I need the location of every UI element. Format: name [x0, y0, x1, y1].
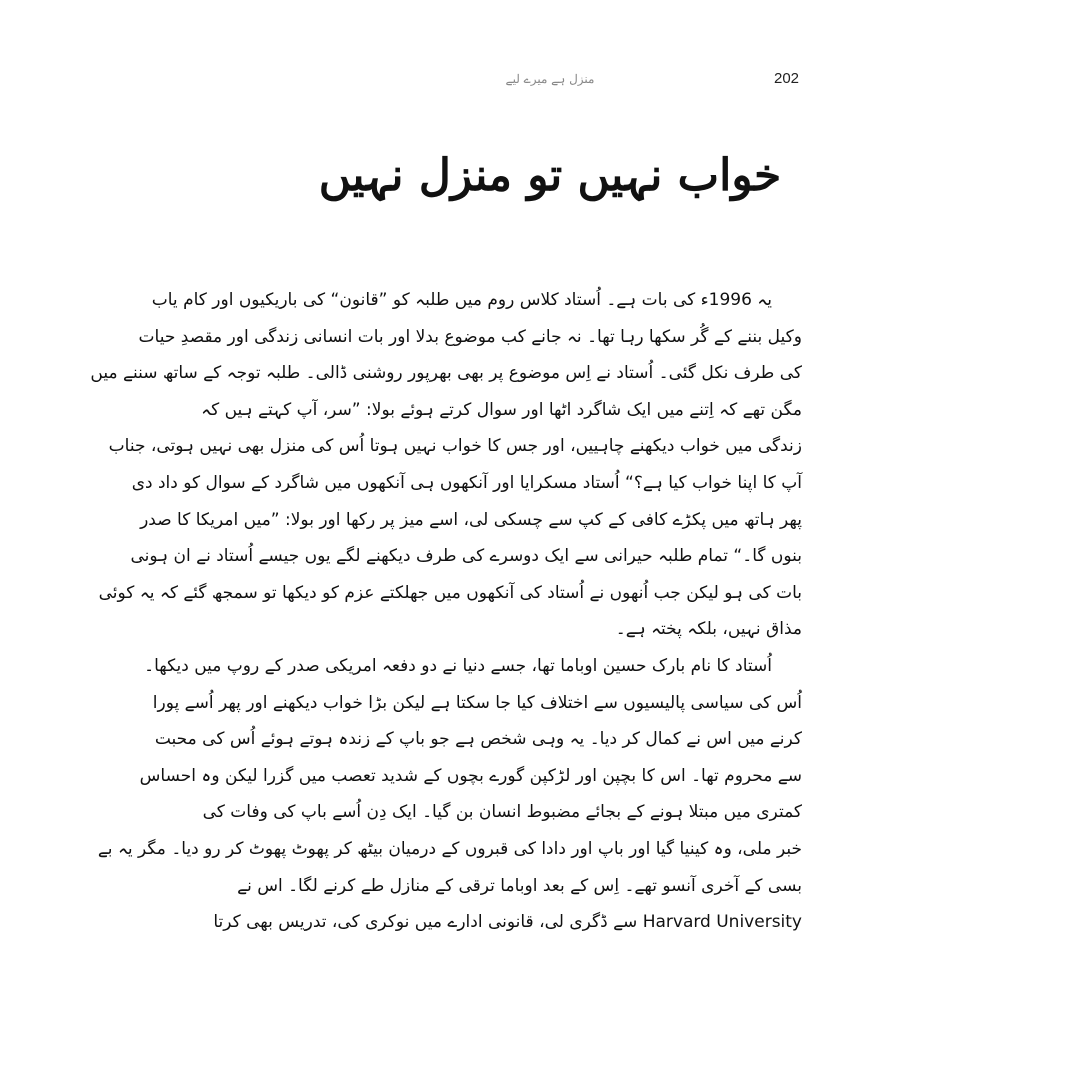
body-text: [90, 282, 802, 941]
text-line: زندگی میں خواب دیکھنے چاہییں، اور جس کا خواب نہیں ہوتا اُس کی منزل بھی نہیں ہوتی، جناب: [108, 436, 802, 457]
paragraph: [97, 648, 802, 941]
text-line: بنوں گا۔“ تمام طلبہ حیرانی سے ایک دوسرے کی طرف دیکھنے لگے یوں جیسے اُستاد نے ان ہونی: [130, 546, 802, 567]
text-line: اُس کی سیاسی پالیسیوں سے اختلاف کیا جا سکتا ہے لیکن بڑا خواب دیکھنے اور پھر اُسے پورا: [152, 692, 802, 713]
text-line: بات کی ہو لیکن جب اُنھوں نے اُستاد کی آنکھوں میں جھلکتے عزم کو دیکھا تو سمجھ گئے کہ یہ کوئی: [98, 582, 802, 603]
text-line: کی طرف نکل گئی۔ اُستاد نے اِس موضوع پر بھی بھرپور روشنی ڈالی۔ طلبہ توجہ کے ساتھ سننے میں: [90, 363, 802, 384]
text-line: بسی کے آخری آنسو تھے۔ اِس کے بعد اوباما ترقی کے منازل طے کرنے لگا۔ اس نے: [237, 875, 802, 896]
text-line: سے محروم تھا۔ اس کا بچپن اور لڑکپن گورے بچوں کے شدید تعصب میں گزرا لیکن وہ احساس: [139, 765, 802, 786]
chapter-title: خواب نہیں تو منزل نہیں: [318, 150, 782, 201]
running-header-title: منزل ہے میرے لیے: [505, 72, 595, 86]
text-line: پھر ہاتھ میں پکڑے کافی کے کپ سے چسکی لی، اسے میز پر رکھا اور بولا: ”میں امریکا کا صدر: [140, 509, 802, 530]
text-line: آپ کا اپنا خواب کیا ہے؟“ اُستاد مسکرایا اور آنکھوں ہی آنکھوں میں شاگرد کے سوال کو داد دی: [131, 472, 802, 493]
text-line: کمتری میں مبتلا ہونے کے بجائے مضبوط انسان بن گیا۔ ایک دِن اُسے باپ کی وفات کی: [202, 802, 802, 823]
text-line: Harvard University سے ڈگری لی، قانونی ادارے میں نوکری کی، تدریس بھی کرتا: [213, 912, 802, 933]
text-line: کرنے میں اس نے کمال کر دیا۔ یہ وہی شخص ہے جو باپ کے زندہ ہوتے ہوئے اُس کی محبت: [154, 729, 802, 750]
paragraph: [90, 282, 802, 648]
text-line: خبر ملی، وہ کینیا گیا اور باپ اور دادا کی قبروں کے درمیان بیٹھ کر پھوٹ پھوٹ کر رو دیا۔ مگر یہ بے: [97, 838, 802, 859]
text-line: مذاق نہیں، بلکہ پختہ ہے۔: [615, 619, 802, 640]
text-line: اُستاد کا نام بارک حسین اوباما تھا، جسے دنیا نے دو دفعہ امریکی صدر کے روپ میں دیکھا۔: [144, 655, 772, 676]
text-line: وکیل بننے کے گُر سکھا رہا تھا۔ نہ جانے کب موضوع بدلا اور بات انسانی زندگی اور مقصدِ حیات: [138, 326, 802, 347]
text-line: یہ 1996ء کی بات ہے۔ اُستاد کلاس روم میں طلبہ کو ”قانون“ کی باریکیوں اور کام یاب: [151, 290, 772, 310]
page-number: 202: [774, 70, 800, 87]
text-line: مگن تھے کہ اِتنے میں ایک شاگرد اٹھا اور سوال کرتے ہوئے بولا: ”سر، آپ کہتے ہیں کہ: [201, 399, 802, 420]
